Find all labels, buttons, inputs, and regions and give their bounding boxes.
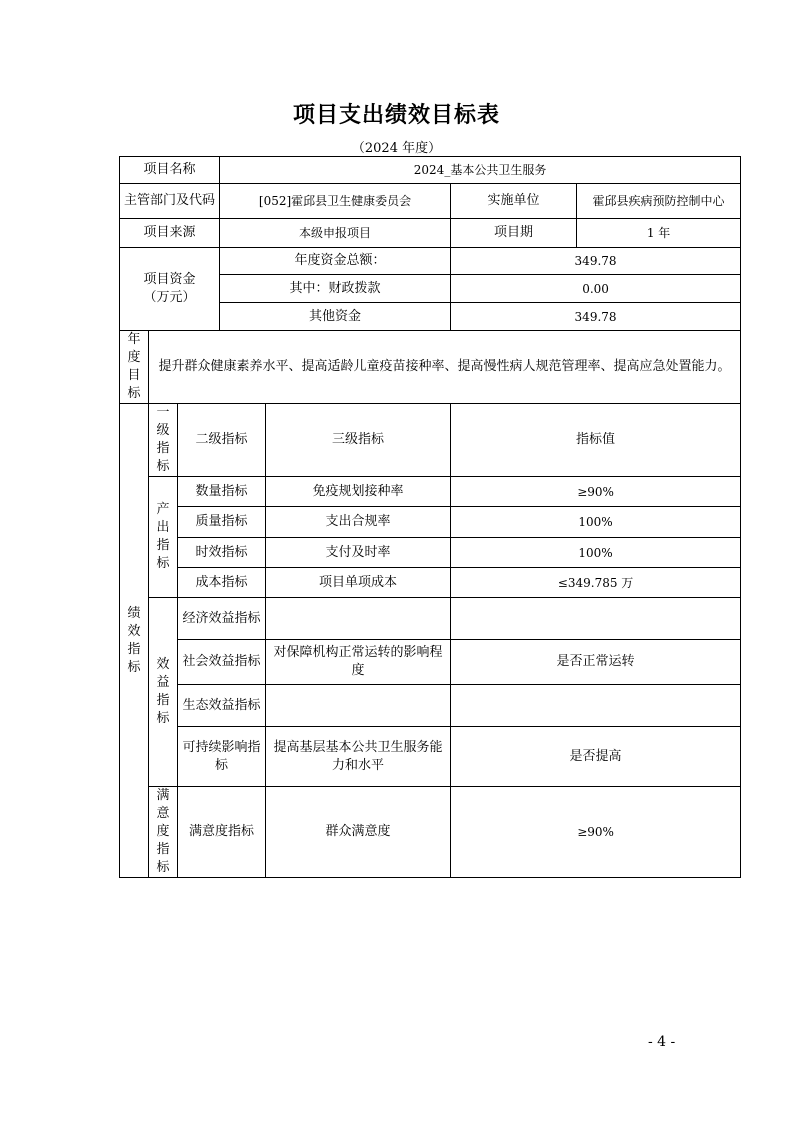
satisfaction-label: 满意度指标	[149, 787, 178, 878]
annual-goal-value: 提升群众健康素养水平、提高适龄儿童疫苗接种率、提高慢性病人规范管理率、提高应急处置能力。	[149, 331, 741, 404]
output-level2: 质量指标	[178, 507, 266, 538]
benefit-label: 效益指标	[149, 598, 178, 787]
benefit-value	[451, 598, 741, 640]
fund-fiscal-value: 0.00	[451, 275, 741, 303]
header-level2: 二级指标	[178, 404, 266, 477]
benefit-level2: 可持续影响指标	[178, 727, 266, 787]
fund-total-value: 349.78	[451, 248, 741, 275]
benefit-value	[451, 685, 741, 727]
output-value: ≤349.785 万	[451, 568, 741, 598]
benefit-value: 是否正常运转	[451, 640, 741, 685]
period-value: 1 年	[577, 219, 741, 248]
period-label: 项目期	[451, 219, 577, 248]
header-level3: 三级指标	[266, 404, 451, 477]
fund-other-value: 349.78	[451, 303, 741, 331]
project-name-value: 2024_基本公共卫生服务	[220, 157, 741, 184]
benefit-level3	[266, 685, 451, 727]
output-level2: 时效指标	[178, 538, 266, 568]
output-value: 100%	[451, 538, 741, 568]
header-value: 指标值	[451, 404, 741, 477]
benefit-level2: 经济效益指标	[178, 598, 266, 640]
output-level3: 免疫规划接种率	[266, 477, 451, 507]
project-name-label: 项目名称	[120, 157, 220, 184]
header-level1: 一级指标	[149, 404, 178, 477]
benefit-level3: 对保障机构正常运转的影响程度	[266, 640, 451, 685]
indicators-label: 绩效指标	[120, 404, 149, 878]
output-level3: 项目单项成本	[266, 568, 451, 598]
satisfaction-level3: 群众满意度	[266, 787, 451, 878]
benefit-value: 是否提高	[451, 727, 741, 787]
dept-label: 主管部门及代码	[120, 184, 220, 219]
output-level3: 支出合规率	[266, 507, 451, 538]
output-value: ≥90%	[451, 477, 741, 507]
page-number: - 4 -	[648, 1034, 676, 1050]
satisfaction-level2: 满意度指标	[178, 787, 266, 878]
fund-label: 项目资金（万元）	[120, 248, 220, 331]
benefit-level2: 社会效益指标	[178, 640, 266, 685]
performance-table	[119, 156, 741, 878]
output-level3: 支付及时率	[266, 538, 451, 568]
page-title: 项目支出绩效目标表	[292, 103, 500, 128]
dept-value: [052]霍邱县卫生健康委员会	[220, 184, 451, 219]
output-level2: 数量指标	[178, 477, 266, 507]
annual-goal-label: 年度目标	[120, 331, 149, 404]
satisfaction-value: ≥90%	[451, 787, 741, 878]
fund-other-label: 其他资金	[220, 303, 451, 331]
output-label: 产出指标	[149, 477, 178, 598]
source-value: 本级申报项目	[220, 219, 451, 248]
impl-unit-label: 实施单位	[451, 184, 577, 219]
page-subtitle: （2024 年度）	[351, 141, 442, 156]
impl-unit-value: 霍邱县疾病预防控制中心	[577, 184, 741, 219]
benefit-level3	[266, 598, 451, 640]
benefit-level3: 提高基层基本公共卫生服务能力和水平	[266, 727, 451, 787]
fund-total-label: 年度资金总额：	[220, 248, 451, 275]
fund-fiscal-label: 其中：财政拨款	[220, 275, 451, 303]
output-level2: 成本指标	[178, 568, 266, 598]
source-label: 项目来源	[120, 219, 220, 248]
output-value: 100%	[451, 507, 741, 538]
benefit-level2: 生态效益指标	[178, 685, 266, 727]
